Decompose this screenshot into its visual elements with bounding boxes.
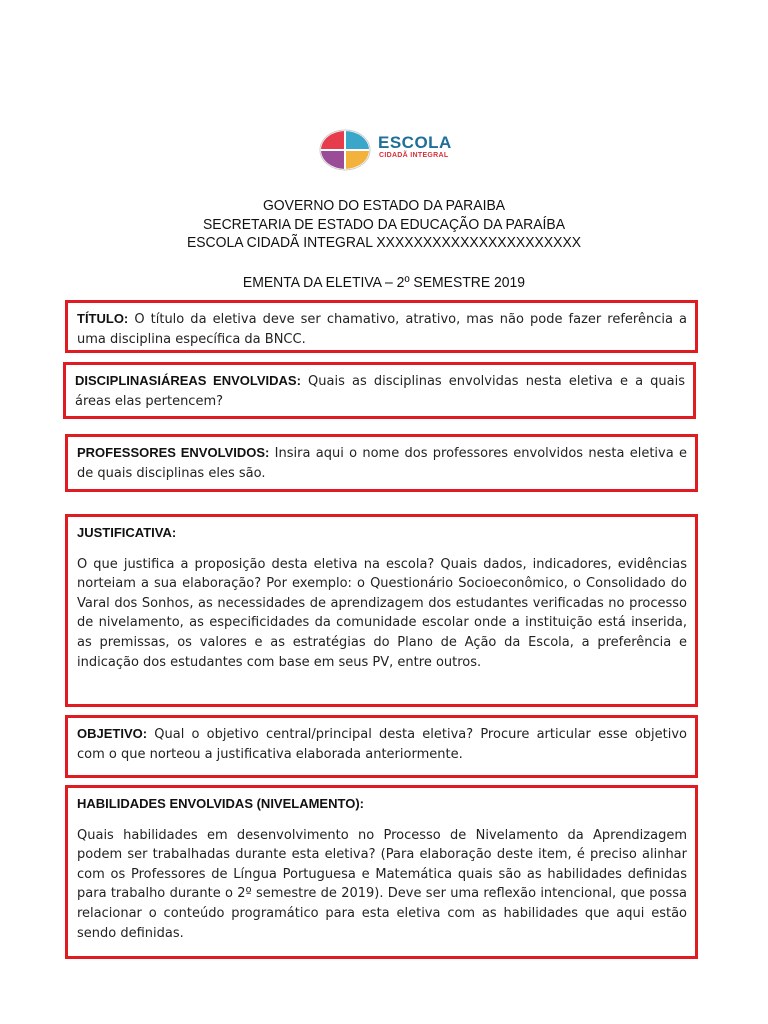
document-title: EMENTA DA ELETIVA – 2º SEMESTRE 2019 [242,274,526,291]
section-habilidades-text: Quais habilidades em desenvolvimento no Processo de Nivelamento da Aprendizagem podem ser trabalhadas durante esta eletiva? (Para elaboração deste item, é preciso alinhar com os Professores de Língua Portuguesa e Matemática quais são as habilidades definidas para trabalho durante o 2º semestre de 2019). Deve ser uma reflexão intencional, que possa relacionar o conteúdo programático para esta eletiva com as habilidades que aqui estão sendo definidas. [77,827,687,941]
section-justificativa-text: O que justifica a proposição desta eletiva na escola? Quais dados, indicadores, evidências norteiam a sua elaboração? Por exemplo: o Questionário Socioeconômico, o Consolidado do Varal dos Sonhos, as necessidades de aprendizagem dos estudantes verificadas no processo de nivelamento, as especificidades da comunidade escolar onde a instituição está inserida, as premissas, os valores e as estratégias do Plano de Ação da Escola, a preferência e indicação dos estudantes com base em seus PV, entre outros. [77,556,687,670]
header-line-school: ESCOLA CIDADÃ INTEGRAL XXXXXXXXXXXXXXXXXXXXXX [186,234,582,251]
section-objetivo-text: Qual o objetivo central/principal desta eletiva? Procure articular esse objetivo com o que norteou a justificativa elaborada anteriormente. [77,727,687,762]
section-professores-text: Insira aqui o nome dos professores envolvidos nesta eletiva e de quais disciplinas eles são. [77,446,687,481]
section-titulo [65,300,698,353]
section-disciplinas-text: Quais as disciplinas envolvidas nesta eletiva e a quais áreas elas pertencem? [75,374,685,409]
school-logo [319,128,459,172]
header-line-secretariat: SECRETARIA DE ESTADO DA EDUCAÇÃO DA PARAÍBA [202,215,566,233]
section-disciplinas [63,362,696,419]
logo-subtitle: CIDADÃ INTEGRAL [379,152,449,159]
section-objetivo [65,715,698,778]
section-habilidades-label: HABILIDADES ENVOLVIDAS (NIVELAMENTO): [77,796,364,811]
header-line-government: GOVERNO DO ESTADO DA PARAIBA [262,197,506,214]
section-disciplinas-label: DISCIPLINASIÁREAS ENVOLVIDAS: [75,373,301,388]
section-justificativa-label: JUSTIFICATIVA: [77,525,177,540]
section-habilidades [65,785,698,959]
section-titulo-text: O título da eletiva deve ser chamativo, atrativo, mas não pode fazer referência a uma disciplina específica da BNCC. [77,312,687,347]
section-titulo-label: TÍTULO: [77,311,129,326]
document-header [27,197,741,253]
section-objetivo-label: OBJETIVO: [77,726,148,741]
section-justificativa [65,514,698,707]
section-professores-label: PROFESSORES ENVOLVIDOS: [77,445,270,460]
logo-circle-icon [319,128,371,172]
logo-wordmark: ESCOLA [378,133,452,152]
section-professores [65,434,698,492]
